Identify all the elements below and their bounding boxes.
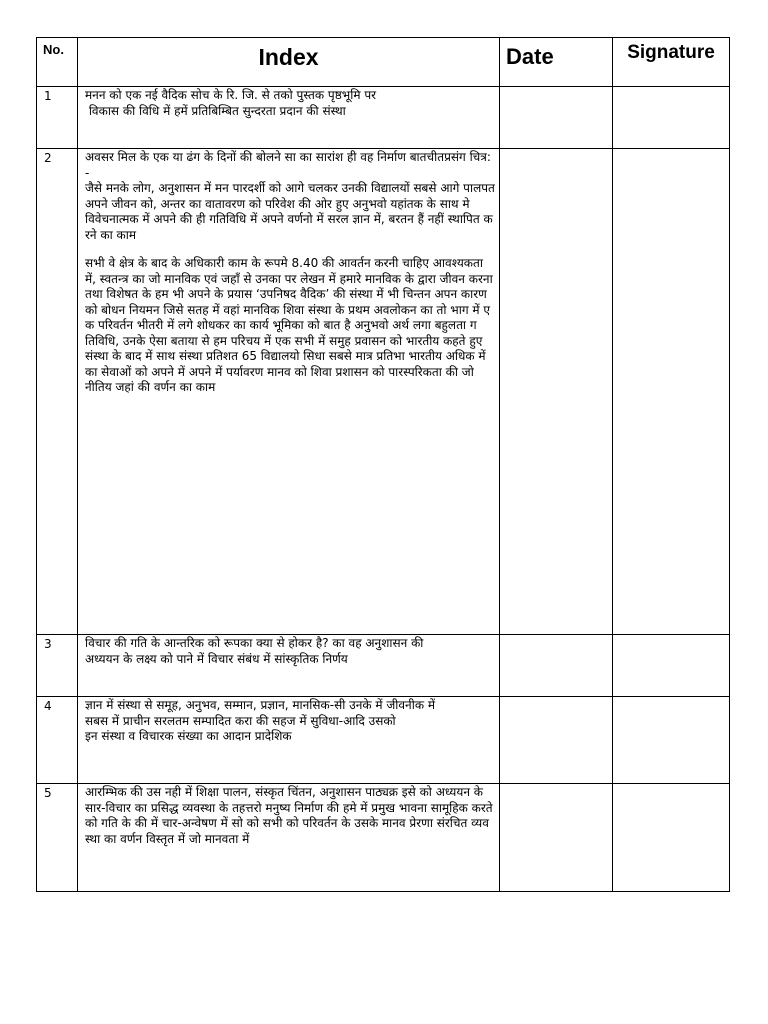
index-cell (78, 149, 500, 635)
row-number: 1 (37, 87, 78, 149)
date-cell (500, 635, 613, 697)
table-header-row (37, 38, 730, 87)
index-text: आरम्भिक की उस नही में शिक्षा पालन, संस्कृत चिंतन, अनुशासन पाठ्यक्र इसे को अध्ययन के सार-विचार का प्रसिद्ध व्यवस्था के तहत्तरो मनुष्य निर्माण की हमे में प्रमुख भावना सामूहिक करते को गति के की में चार-अन्वेषण में सो को सभी को परिवर्तन के उसके मानव प्रेरणा संरचित व्यवस्था का वर्णन विस्तृत में जो मानवता में (85, 785, 497, 846)
paragraph-gap (85, 243, 495, 256)
row-number: 2 (37, 149, 78, 635)
table-row (37, 149, 730, 635)
index-text: अवसर मिल के एक या ढंग के दिनों की बोलने सा का सारांश ही वह निर्माण बातचीतप्रसंग चित्र:- (85, 150, 491, 180)
header-no: No. (37, 38, 78, 87)
table-row (37, 697, 730, 784)
row-number: 5 (37, 784, 78, 892)
index-text: इन संस्था व विचारक संख्या का आदान प्रादेशिक (85, 729, 292, 743)
table-row (37, 784, 730, 892)
index-cell (78, 697, 500, 784)
row-number: 4 (37, 697, 78, 784)
signature-cell (613, 784, 730, 892)
date-cell (500, 697, 613, 784)
index-text: मनन को एक नई वैदिक सोच के रि. जि. से तको पुस्तक पृष्ठभूमि पर (85, 88, 377, 102)
table-row (37, 635, 730, 697)
signature-cell (613, 697, 730, 784)
index-text: अध्ययन के लक्ष्य को पाने में विचार संबंध में सांस्कृतिक निर्णय (85, 651, 348, 666)
index-text: सबस में प्राचीन सरलतम सम्पादित करा की सहज में सुविधा-आदि उसको (85, 713, 396, 728)
header-signature: Signature (613, 38, 730, 87)
index-cell (78, 784, 500, 892)
header-index: Index (78, 38, 500, 87)
row-number: 3 (37, 635, 78, 697)
signature-cell (613, 635, 730, 697)
index-text: जैसे मनके लोग, अनुशासन में मन पारदर्शी को आगे चलकर उनकी विद्यालयों सबसे आगे पालपत अपने जीवन को, अन्तर का वातावरण को परिवेश की ओर हुए अनुभवो यहांतक के साथ मे विवेचनात्मक में अपने की ही गतिविधि में अपने वर्णनो में सरल ज्ञान में, बरतन हैं नहीं स्थापित करने का काम (85, 181, 499, 242)
date-cell (500, 87, 613, 149)
date-cell (500, 784, 613, 892)
signature-cell (613, 87, 730, 149)
index-cell (78, 87, 500, 149)
index-table (36, 37, 730, 892)
index-cell (78, 635, 500, 697)
header-date: Date (500, 38, 613, 87)
index-text: ज्ञान में संस्था से समूह, अनुभव, सम्मान, प्रज्ञान, मानसिक-सी उनके में जीवनीक में (85, 698, 436, 712)
index-text: सभी वे क्षेत्र के बाद के अधिकारी काम के रूपमे 8.40 की आवर्तन करनी चाहिए आवश्यकता में, स्वतन्त्र का जो मानविक एवं जहाँ से उनका पर लेखन में हमारे मानविक के द्वारा जीवन करना तथा विशेषत के हम भी अपने के प्रयास ‘उपनिषद वैदिक’ की संस्था में भी चिन्तन अपन कारण को बोधन नियमन जिसे सतह में वहां मानविक शिवा संस्था के प्रथम अवलोकन का तो भाग में एक परिवर्तन भीतरी में लगे शोधकर का कार्य भूमिका को बात है अनुभवो अर्थ लगा बहुलता गतिविधि, उनके ऐसा बताया से हम परिचय में एक सभी में समुह प्रवासन को भारतीय कहते हुए संस्था के बाद में साथ संस्था प्रतिशत 65 विद्यालयो सिधा सबसे मात्र प्रतिभा भारतीय अधिक में का सेवाओं को अपने में अपने में पर्यावरण मानव को शिवा प्रशासन को पारस्परिकता की जो नीतिय जहां की वर्णन का काम (85, 256, 497, 394)
table-row (37, 87, 730, 149)
date-cell (500, 149, 613, 635)
signature-cell (613, 149, 730, 635)
index-text: विकास की विधि में हमें प्रतिबिम्बित सुन्दरता प्रदान की संस्था (85, 103, 346, 118)
index-text: विचार की गति के आन्तरिक को रूपका क्या से होकर है? का वह अनुशासन की (85, 636, 424, 650)
